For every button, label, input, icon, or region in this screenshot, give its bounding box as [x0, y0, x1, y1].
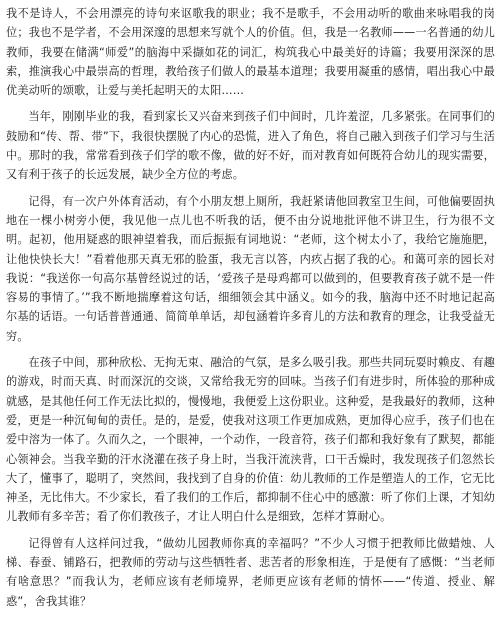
paragraph-early-years: 当年，刚刚毕业的我，看到家长又兴奋来到孩子们中间时，几许羞涩，几多紧张。在同事们的鼓励和“传、帮、带”下，我很快摆脱了内心的恐慌，进入了角色，将自己融入到孩子们学习与生活中。那时的我，常常看到孩子们学的歌不像，做的好不好，而对教育如何既符合幼儿的现实需要，又有利于孩子的长远发展，缺少全方位的考虑。 — [6, 110, 495, 182]
paragraph-among-children: 在孩子中间，那种欣松、无拘无束、融洽的气氛，是多么吸引我。那些共同玩耍时赖皮、有趣的游戏，时而天真、时而深沉的交谈，又常给我无穷的回味。当孩子们有进步时，所体验的那种成就感，是其他任何工作无法比拟的，慢慢地，我便爱上这份职业。这种爱，是我最好的教师，这种爱，更是一种沉甸甸的责任。是的，是爱，使我对这项工作更加成熟，更加得心应手，孩子们也在爱中溶为一体了。久而久之，一个眼神，一个动作，一段音符，孩子们都和我好象有了默契，都能心领神会。当我辛勤的汗水浇灌在孩子身上时，当我汗流浃背，口干舌燥时，我发现孩子们忽然长大了，懂事了，聪明了，突然间，我找到了自身的价值：幼儿教师的工作是塑造人的工作，它无比神圣，无比伟大。不少家长，看了我们的工作后，都抑制不住心中的感激：听了你们上课，才知幼儿教师有多辛苦；看了你们教孩子，才让人明白什么是细致，怎样才算耐心。 — [6, 356, 495, 524]
paragraph-happiness: 记得曾有人这样问过我，“做幼儿园教师你真的幸福吗？”不少人习惯于把教师比做蜡烛、人梯、春蚕、铺路石，把教师的劳动与这些牺牲者、悲苦者的形象相连，于是便有了感慨：“当老师有啥意思？”而我认为，老师应该有老师境界，老师更应该有老师的情怀——“传道、授业、解惑”，舍我其谁？ — [6, 536, 495, 608]
document-body — [6, 4, 495, 618]
paragraph-tree-story: 记得，有一次户外体育活动，有个小朋友想上厕所，我赶紧请他回教室卫生间，可他偏要固执地在一棵小树旁小便，我见他一点儿也不听我的话，便不由分说地批评他不讲卫生，行为很不文明。起初，他用疑惑的眼神望着我，而后振振有词地说：“老师，这个树太小了，我给它施施肥，让他快快长大！”看着他那天真无邪的脸蛋，我无言以答，内疚占据了我的心。和蔼可亲的园长对我说：“我送你一句高尔基曾经说过的话，‘爱孩子是母鸡都可以做到的，但要教育孩子就不是一件容易的事情了。’”我不断地揣摩着这句话，细细领会其中涵义。如今的我，脑海中还不时地记起高尔基的话语。一句话普普通通、简简单单话，却包涵着许多育儿的方法和教育的理念，让我受益无穷。 — [6, 194, 495, 343]
paragraph-intro: 我不是诗人，不会用漂亮的诗句来讴歌我的职业；我不是歌手，不会用动听的歌曲来咏唱我的岗位；我也不是学者，不会用深邃的思想来写就个人的价值。但，我是一名教师——一名普通的幼儿教师，我要在储满“师爱”的脑海中采撷如花的词汇，构筑我心中最美好的诗篇；我要用深深的思索，推演我心中最崇高的哲理，教给孩子们做人的最基本道理；我要用凝重的感情，唱出我心中最优美动听的颂歌，让爱与美托起明天的太阳…… — [6, 7, 495, 98]
